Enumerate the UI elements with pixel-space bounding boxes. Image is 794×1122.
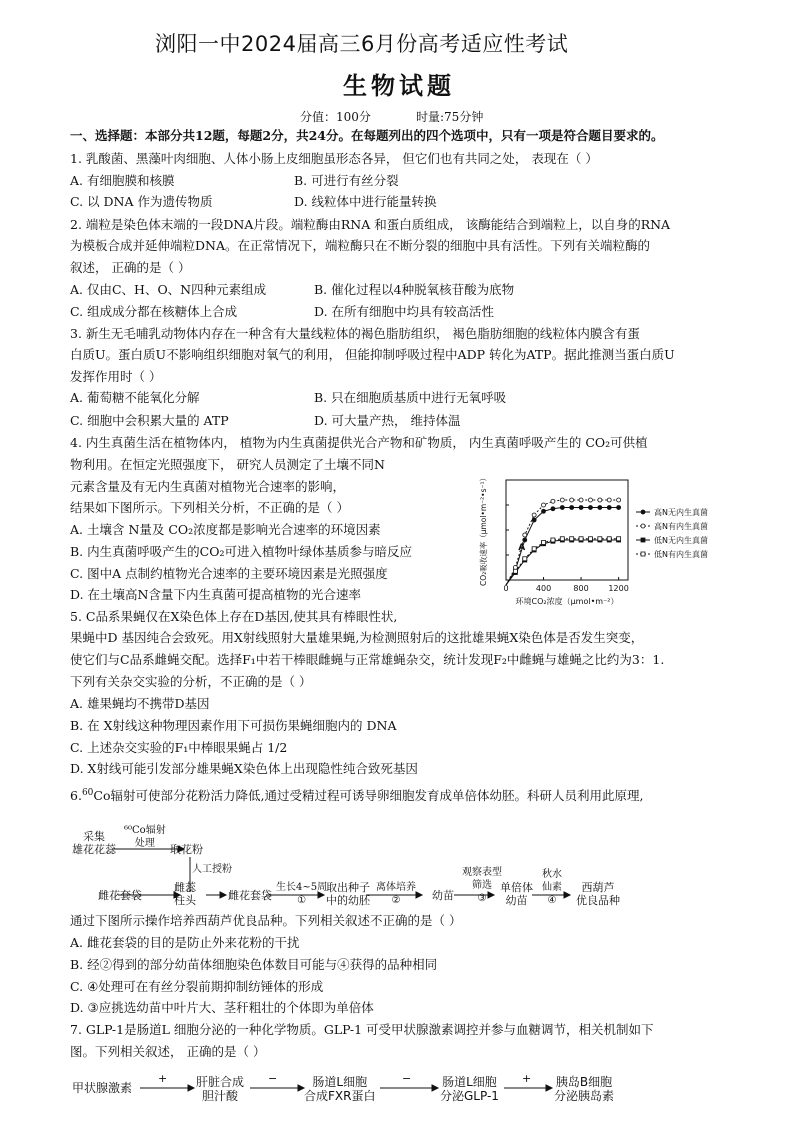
q5-option-c: C. 上述杂交实验的F₁中棒眼果蝇占 1/2: [70, 740, 288, 755]
q4-option-c: C. 图中A 点制约植物光合速率的主要环境因素是光照强度: [70, 566, 388, 581]
q6-number: 6.: [70, 788, 82, 804]
q5-stem-line2: 果蝇中D 基因纯合会致死。用X射线照射大量雄果蝇,为检测照射后的这批雄果蝇X染色体是否发生突变，: [70, 630, 644, 645]
chart-series: [506, 498, 621, 585]
data-point: [560, 506, 564, 510]
q5-stem-line1: 5. C品系果蝇仅在X染色体上存在D基因,使其具有棒眼性状,: [70, 609, 398, 624]
data-point: [588, 506, 592, 510]
diagram-haploid: 单倍体 幼苗: [500, 881, 533, 907]
score-info: 分值：100分: [300, 110, 371, 124]
flow-sign-3: −: [402, 1072, 412, 1085]
legend-label: 高N无内生真菌: [654, 508, 708, 517]
data-point: [542, 541, 546, 545]
q3-option-c: C. 细胞中会积累大量的 ATP: [70, 413, 229, 428]
q3-stem-line2: 白质U。蛋白质U不影响组织细胞对氧气的利用， 但能抑制呼吸过程中ADP 转化为ATP。据此推测当蛋白质U: [70, 347, 675, 362]
flow-l-cell-glp1: 肠道L细胞 分泌GLP-1: [440, 1075, 499, 1103]
data-point: [513, 569, 517, 573]
diagram-co-irradiation: ⁶⁰Co辐射 处理: [124, 825, 166, 849]
data-point: [570, 537, 574, 541]
data-point: [607, 506, 611, 510]
q6-stem-rest: Co辐射可使部分花粉活力降低,通过受精过程可诱导卵细胞发育成单倍体幼胚。科研人员利用此原理,: [93, 788, 644, 804]
q4-stem-line1: 4. 内生真菌生活在植物体内， 植物为内生真菌提供光合产物和矿物质， 内生真菌呼吸产生的 CO₂可供植: [70, 435, 648, 450]
q5-option-d: D. X射线可能引发部分雄果蝇X染色体上出现隐性纯合致死基因: [70, 761, 418, 776]
q6-stem-line2: 通过下图所示操作培养西葫芦优良品种。下列相关叙述不正确的是（ ）: [70, 913, 462, 928]
time-info: 时量:75分钟: [416, 110, 484, 124]
q1-option-a: A. 有细胞膜和核膜: [70, 173, 175, 188]
data-point: [560, 498, 564, 502]
legend-label: 高N有内生真菌: [654, 522, 708, 531]
q2-option-a: A. 仅由C、H、O、N四种元素组成: [70, 282, 267, 297]
diagram-emasculate: 雌蕊 柱头: [174, 881, 196, 907]
diagram-bag: 雌花套袋: [98, 889, 142, 902]
subject-title: 生物试题: [343, 71, 455, 100]
legend-marker: [641, 510, 645, 514]
q6-isotope-sup: 60: [81, 788, 94, 798]
data-point: [570, 506, 574, 510]
legend-marker: [641, 552, 645, 556]
data-point: [598, 537, 602, 541]
q6-option-c: C. ④处理可在有丝分裂前期抑制纺锤体的形成: [70, 979, 324, 994]
data-point: [532, 513, 536, 517]
data-point: [598, 506, 602, 510]
q2-option-c: C. 组成成分都在核糖体上合成: [70, 304, 238, 319]
legend-marker: [641, 524, 645, 528]
flow-liver-bile-acid: 肝脏合成 胆汁酸: [196, 1075, 245, 1103]
q4-stem-line2: 物利用。在恒定光照强度下， 研究人员测定了土壤不同N: [70, 457, 385, 472]
exam-title: 浏阳一中2024届高三6月份高考适应性考试: [155, 32, 569, 56]
data-point: [551, 507, 555, 511]
data-point: [523, 557, 527, 561]
data-point: [617, 498, 621, 502]
q1-option-d: D. 线粒体中进行能量转换: [294, 194, 437, 209]
diagram-culture: 离体培养 ②: [376, 882, 416, 906]
q5-option-b: B. 在 X射线这种物理因素作用下可损伤果蝇细胞内的 DNA: [70, 718, 397, 733]
x-tick-label: 800: [573, 584, 589, 593]
data-point: [551, 499, 555, 503]
data-point: [551, 538, 555, 542]
co2-absorption-chart: [468, 462, 738, 612]
x-tick-label: 0: [503, 584, 509, 593]
q5-stem-line4: 下列有关杂交实验的分析，不正确的是（ ）: [70, 674, 312, 689]
diagram-seed: 取出种子 中的幼胚: [326, 881, 370, 907]
q2-option-d: D. 在所有细胞中均具有较高活性: [314, 304, 495, 319]
y-axis-label: CO₂吸收速率（μmol•m⁻²•s⁻¹）: [479, 474, 488, 586]
data-point: [579, 506, 583, 510]
x-axis-label: 环境CO₂浓度（μmol•m⁻²）: [515, 597, 619, 606]
data-point: [532, 547, 536, 551]
diagram-select: 观察表型 筛选 ③: [462, 867, 502, 904]
q7-stem-line2: 图。下列相关叙述， 正确的是（ ）: [70, 1044, 266, 1059]
legend-label: 低N有内生真菌: [654, 550, 708, 559]
chart-legend: [636, 507, 708, 559]
diagram-bag2: 雌花套袋: [228, 889, 272, 902]
data-point: [598, 498, 602, 502]
q3-option-b: B. 只在细胞质基质中进行无氧呼吸: [314, 390, 507, 405]
data-point: [542, 509, 546, 513]
legend-marker: [641, 538, 645, 542]
q2-stem-line1: 2. 端粒是染色体末端的一段DNA片段。端粒酶由RNA 和蛋白质组成， 该酶能结合到端粒上，以自身的RNA: [70, 217, 671, 232]
q2-stem-line2: 为模板合成并延伸端粒DNA。在正常情况下，端粒酶只在不断分裂的细胞中具有活性。下列有关端粒酶的: [70, 238, 650, 253]
q1-stem: 1. 乳酸菌、黑藻叶肉细胞、人体小肠上皮细胞虽形态各异， 但它们也有共同之处， 表现在（ ）: [70, 151, 598, 166]
data-point: [579, 537, 583, 541]
diagram-result: 西葫芦 优良品种: [576, 881, 620, 907]
point-a-label: A: [518, 543, 526, 553]
x-tick-label: 400: [535, 584, 552, 593]
q4-stem-line3: 元素含量及有无内生真菌对植物光合速率的影响，: [70, 479, 346, 494]
data-point: [542, 503, 546, 507]
diagram-collect: 采集 雄花花蕊: [72, 830, 116, 856]
data-point: [579, 498, 583, 502]
x-tick-label: 1200: [608, 584, 629, 593]
q4-option-a: A. 土壤含 N量及 CO₂浓度都是影响光合速率的环境因素: [70, 522, 381, 537]
q6-option-d: D. ③应挑选幼苗中叶片大、茎秆粗壮的个体即为单倍体: [70, 1000, 374, 1015]
data-point: [532, 518, 536, 522]
q3-stem-line1: 3. 新生无毛哺乳动物体内存在一种含有大量线粒体的褐色脂肪组织， 褐色脂肪细胞的线粒体内膜含有蛋: [70, 326, 640, 341]
flow-sign-2: −: [268, 1072, 278, 1085]
flow-beta-cell-insulin: 胰岛B细胞 分泌胰岛素: [554, 1075, 615, 1103]
section-heading: 一、选择题：本部分共12题，每题2分，共24分。在每题列出的四个选项中，只有一项是符合题目要求的。: [70, 128, 664, 143]
q6-option-b: B. 经②得到的部分幼苗体细胞染色体数目可能与④获得的品种相同: [70, 957, 438, 972]
data-point: [523, 533, 527, 537]
diagram-colchicine: 秋水 仙素 ④: [542, 869, 562, 906]
data-point: [560, 537, 564, 541]
q2-option-b: B. 催化过程以4种脱氧核苷酸为底物: [314, 282, 515, 297]
data-point: [607, 498, 611, 502]
q4-stem-line4: 结果如下图所示。下列相关分析，不正确的是（ ）: [70, 500, 349, 515]
q5-stem-line3: 使它们与C品系雌蝇交配。选择F₁中若干棒眼雌蝇与正常雄蝇杂交，统计发现F₂中雌蝇与雄蝇之比约为3：1.: [70, 652, 665, 667]
q3-option-d: D. 可大量产热， 维持体温: [314, 413, 461, 428]
flow-sign-4: +: [522, 1072, 532, 1085]
q2-stem-line3: 叙述， 正确的是（ ）: [70, 260, 191, 275]
data-point: [617, 537, 621, 541]
q4-option-d: D. 在土壤高N含量下内生真菌可提高植物的光合速率: [70, 587, 361, 602]
data-point: [617, 506, 621, 510]
data-point: [588, 537, 592, 541]
q6-stem-line1: [70, 785, 643, 804]
q1-option-b: B. 可进行有丝分裂: [294, 173, 399, 188]
q5-option-a: A. 雄果蝇均不携带D基因: [70, 696, 210, 711]
data-point: [588, 498, 592, 502]
q3-option-a: A. 葡萄糖不能氧化分解: [70, 390, 200, 405]
q1-option-c: C. 以 DNA 作为遗传物质: [70, 194, 213, 209]
q4-option-b: B. 内生真菌呼吸产生的CO₂可进入植物叶绿体基质参与暗反应: [70, 544, 412, 559]
diagram-pollen: 取花粉: [170, 843, 203, 856]
chart-frame: [506, 480, 628, 580]
legend-label: 低N无内生真菌: [654, 536, 708, 545]
diagram-pollinate: 人工授粉: [192, 864, 232, 875]
q7-stem-line1: 7. GLP-1是肠道L 细胞分泌的一种化学物质。GLP-1 可受甲状腺激素调控并参与血糖调节，相关机制如下: [70, 1022, 654, 1037]
flow-sign-1: +: [158, 1072, 168, 1085]
diagram-seedling: 幼苗: [432, 889, 454, 902]
q3-stem-line3: 发挥作用时（ ）: [70, 369, 162, 384]
data-point: [607, 537, 611, 541]
data-point: [570, 498, 574, 502]
flow-l-cell-fxr: 肠道L细胞 合成FXR蛋白: [304, 1075, 376, 1103]
q6-option-a: A. 雌花套袋的目的是防止外来花粉的干扰: [70, 935, 300, 950]
diagram-grow: 生长4~5周 ①: [276, 882, 328, 906]
flow-thyroid-hormone: 甲状腺激素: [72, 1081, 133, 1095]
